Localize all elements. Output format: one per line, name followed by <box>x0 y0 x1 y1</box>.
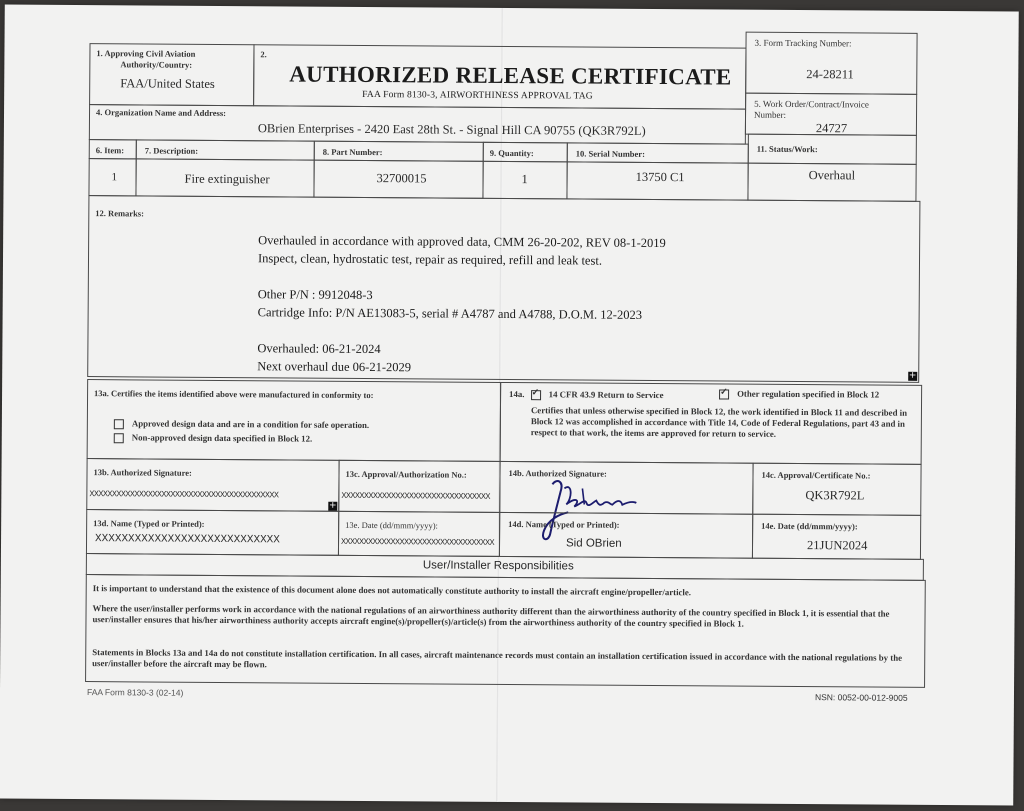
block-14e: 14e. Date (dd/mmm/yyyy): 21JUN2024 <box>752 514 921 560</box>
date-13e: XXXXXXXXXXXXXXXXXXXXXXXXXXXXXXXXXX <box>341 536 495 548</box>
expand-plus-icon-13b[interactable]: + <box>328 500 337 511</box>
expand-plus-icon[interactable]: + <box>908 370 917 381</box>
approving-authority: FAA/United States <box>120 76 215 91</box>
return-to-service-checkbox[interactable] <box>531 390 541 400</box>
part-number-cell <box>313 160 483 199</box>
certificate-title: AUTHORIZED RELEASE CERTIFICATE <box>289 61 732 90</box>
block-13c: 13c. Approval/Authorization No.: XXXXXXXXXXXXXXXXXXXXXXXXXXXXXXXXX <box>338 460 500 513</box>
block-14d: 14d. Name (Typed or Printed): Sid OBrien <box>499 512 753 559</box>
responsibilities-body <box>85 574 926 688</box>
header-serial-number: 10. Serial Number: <box>567 142 749 163</box>
approval-authorization-13c: XXXXXXXXXXXXXXXXXXXXXXXXXXXXXXXXX <box>341 490 490 502</box>
return-to-service-label: 14 CFR 43.9 Return to Service <box>548 389 664 401</box>
certificate-subtitle: FAA Form 8130-3, AIRWORTHINESS APPROVAL TAG <box>362 89 593 102</box>
block-13d: 13d. Name (Typed or Printed): XXXXXXXXXXXXXXXXXXXXXXXXXXXX <box>86 509 339 556</box>
name-13d: XXXXXXXXXXXXXXXXXXXXXXXXXXXX <box>95 533 280 547</box>
certificate-paper <box>0 4 1019 805</box>
organization-name-address: OBrien Enterprises - 2420 East 28th St. - Signal Hill CA 90755 (QK3R792L) <box>257 121 646 138</box>
block13a-label: 13a. Certifies the items identified above were manufactured in conformity to: <box>94 388 374 401</box>
remarks-line-4: Cartridge Info: P/N AE13083-5, serial # A4787 and A4788, D.O.M. 12-2023 <box>257 305 643 322</box>
form-tracking-number: 24-28211 <box>806 67 854 82</box>
nsn-footer: NSN: 0052-00-012-9005 <box>814 692 908 703</box>
serial-number-cell <box>566 161 748 200</box>
block-14b: 14b. Authorized Signature: <box>499 461 753 515</box>
part-number: 32700015 <box>376 171 427 186</box>
block4-label: 4. Organization Name and Address: <box>95 107 227 119</box>
responsibilities-title: User/Installer Responsibilities <box>422 559 574 573</box>
block5-label-2: Number: <box>753 109 787 120</box>
header-part-number: 8. Part Number: <box>314 141 484 162</box>
description-cell <box>135 158 314 197</box>
remarks-line-5: Overhauled: 06-21-2024 <box>257 341 381 357</box>
approval-certificate-number: QK3R792L <box>805 488 865 503</box>
block2-label: 2. <box>260 49 267 60</box>
item-description: Fire extinguisher <box>184 171 270 187</box>
block-14c: 14c. Approval/Certificate No.: QK3R792L <box>752 463 921 516</box>
status-cell <box>747 163 916 202</box>
responsibilities-p3: Statements in Blocks 13a and 14a do not constitute installation certification. In all cases, aircraft maintenance records must contain an installation certification issued in accordance with the national regulations by the user/installer before the aircraft may be flown. <box>92 647 903 670</box>
work-order-number: 24727 <box>815 121 848 136</box>
block-14a <box>500 382 923 465</box>
block-1 <box>89 43 254 106</box>
header-status-work: 11. Status/Work: <box>748 134 917 165</box>
block-13b: 13b. Authorized Signature: XXXXXXXXXXXXXXXXXXXXXXXXXXXXXXXXXXXXXXXXXX + <box>86 458 339 512</box>
serial-number: 13750 C1 <box>635 169 685 185</box>
approved-design-checkbox[interactable] <box>114 419 124 429</box>
non-approved-design-label: Non-approved design data specified in Block 12. <box>131 432 313 444</box>
quantity: 1 <box>521 172 528 187</box>
block-13a <box>87 379 502 462</box>
name-14d: Sid OBrien <box>565 537 622 550</box>
quantity-cell <box>482 161 567 200</box>
remarks-label: 12. Remarks: <box>95 208 145 219</box>
item-number-cell <box>88 158 136 196</box>
date-14e: 21JUN2024 <box>806 538 868 553</box>
approved-design-label: Approved design data and are in a condition for safe operation. <box>131 418 370 431</box>
block-13e: 13e. Date (dd/mmm/yyyy): XXXXXXXXXXXXXXXXXXXXXXXXXXXXXXXXXX <box>338 511 500 557</box>
form-8130-3 <box>85 21 918 703</box>
header-quantity: 9. Quantity: <box>483 142 568 163</box>
remarks-line-6: Next overhaul due 06-21-2029 <box>257 359 412 375</box>
block-2 <box>253 44 746 109</box>
remarks-line-3: Other P/N : 9912048-3 <box>257 287 373 303</box>
authorized-signature-13b: XXXXXXXXXXXXXXXXXXXXXXXXXXXXXXXXXXXXXXXXXX <box>89 489 279 501</box>
other-regulation-label: Other regulation specified in Block 12 <box>737 388 880 400</box>
status-work: Overhaul <box>808 168 856 183</box>
responsibilities-p2: Where the user/installer performs work in accordance with the national regulations of an airworthiness authority different than the airworthiness authority of the country specified in Block 1, it is essential that the user/installer ensures that his/her airworthiness authority accepts aircraft engine(s)/propeller(s)/article(s) from the airworthiness authority of the country specified in Block 1. <box>92 603 890 629</box>
form-number-footer: FAA Form 8130-3 (02-14) <box>86 687 184 698</box>
header-item: 6. Item: <box>89 139 137 159</box>
block1-label-2: Authority/Country: <box>120 59 193 70</box>
block-4 <box>89 104 746 145</box>
header-description: 7. Description: <box>136 139 315 160</box>
block-5 <box>745 93 917 136</box>
block5-label-1: 5. Work Order/Contract/Invoice <box>754 98 869 110</box>
block-3 <box>745 32 917 95</box>
remarks-line-2: Inspect, clean, hydrostatic test, repair as required, refill and leak test. <box>257 251 603 268</box>
other-regulation-checkbox[interactable] <box>719 389 729 399</box>
non-approved-design-checkbox[interactable] <box>114 433 124 443</box>
remarks-line-1: Overhauled in accordance with approved data, CMM 26-20-202, REV 08-1-2019 <box>258 233 666 251</box>
block14a-text: Certifies that unless otherwise specified in Block 12, the work identified in Block 11 and described in Block 12 was accomplished in accordance with Title 14, Code of Federal Regulations, part 43 and in respect to that work, the items are approved for return to service. <box>530 405 908 439</box>
item-number: 1 <box>111 171 118 184</box>
block3-label: 3. Form Tracking Number: <box>754 37 852 49</box>
block14a-label: 14a. <box>509 389 525 400</box>
block1-label-1: 1. Approving Civil Aviation <box>96 48 196 59</box>
block-12-remarks <box>87 195 920 383</box>
responsibilities-p1: It is important to understand that the existence of this document alone does not automatically constitute authority to install the aircraft engine/propeller/article. <box>92 583 692 598</box>
